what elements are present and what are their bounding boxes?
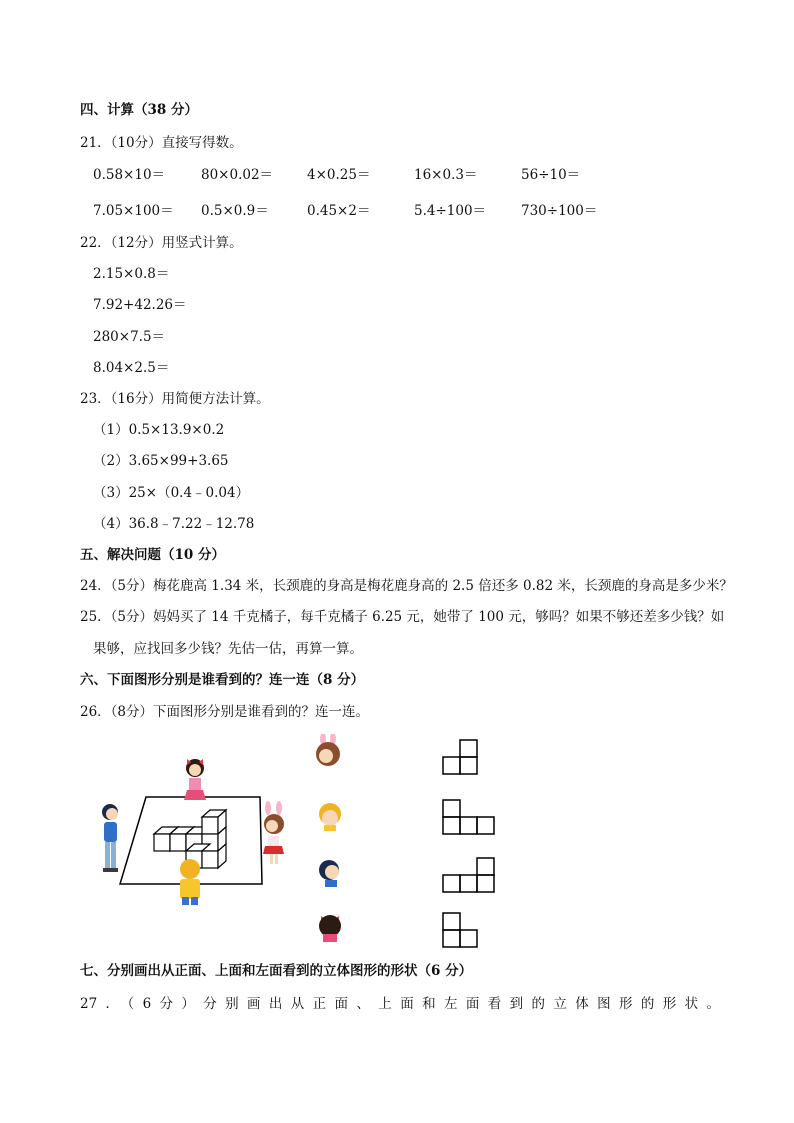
calc-item: 0.58×10＝: [93, 167, 166, 183]
q23-label: 23．（16分）用简便方法计算。: [80, 391, 270, 407]
calc-item: 0.5×0.9＝: [201, 203, 269, 219]
girl-head-bunny-icon[interactable]: [315, 734, 341, 768]
calc-item: 56÷10＝: [521, 167, 581, 183]
calc-item: 4×0.25＝: [307, 167, 371, 183]
simplify-item: （1）0.5×13.9×0.2: [93, 422, 225, 438]
q26-text: 26．（8分）下面图形分别是谁看到的？连一连。: [80, 704, 370, 720]
vertical-calc-item: 7.92+42.26＝: [93, 297, 187, 313]
view-shape-1[interactable]: [441, 738, 481, 778]
simplify-item: （3）25×（0.4﹣0.04）: [93, 485, 250, 501]
section7-title: 七、分别画出从正面、上面和左面看到的立体图形的形状（6 分）: [80, 963, 473, 979]
q25-text: 25．（5分）妈妈买了 14 千克橘子，每千克橘子 6.25 元，她带了 100 元，够吗？如果不够还差多少钱？如: [80, 609, 725, 625]
section5-title: 五、解决问题（10 分）: [80, 547, 225, 563]
simplify-item: （4）36.8﹣7.22﹣12.78: [93, 516, 255, 532]
simplify-item: （2）3.65×99+3.65: [93, 453, 229, 469]
q27-text: 27．（6分）分别画出从正面、上面和左面看到的立体图形的形状。: [80, 996, 720, 1012]
girl-head-back-icon[interactable]: [317, 910, 343, 942]
vertical-calc-item: 280×7.5＝: [93, 329, 166, 345]
calc-item: 0.45×2＝: [307, 203, 371, 219]
scene-illustration: [90, 752, 320, 907]
q22-label: 22．（12分）用竖式计算。: [80, 235, 243, 251]
calc-item: 16×0.3＝: [414, 167, 478, 183]
girl-right-figure: [263, 801, 284, 864]
view-shape-4[interactable]: [441, 911, 481, 951]
girl-top-figure: [184, 759, 206, 800]
q25-text-cont: 果够，应找回多少钱？先估一估，再算一算。: [93, 641, 363, 657]
calc-item: 80×0.02＝: [201, 167, 274, 183]
boy-head-yellow-icon[interactable]: [317, 801, 343, 831]
boy-left-figure: [102, 804, 118, 872]
section4-title: 四、计算（38 分）: [80, 102, 198, 118]
calc-item: 7.05×100＝: [93, 203, 174, 219]
view-shape-2[interactable]: [441, 798, 499, 838]
calc-item: 5.4÷100＝: [414, 203, 487, 219]
q21-label: 21．（10分）直接写得数。: [80, 135, 243, 151]
boy-front-figure: [180, 859, 200, 905]
view-shape-3[interactable]: [441, 856, 499, 896]
q24-text: 24．（5分）梅花鹿高 1.34 米，长颈鹿的身高是梅花鹿身高的 2.5 倍还多 0.82 米，长颈鹿的身高是多少米？: [80, 578, 733, 594]
section6-title: 六、下面图形分别是谁看到的？连一连（8 分）: [80, 672, 365, 688]
boy-head-side-icon[interactable]: [317, 857, 343, 887]
vertical-calc-item: 8.04×2.5＝: [93, 360, 170, 376]
vertical-calc-item: 2.15×0.8＝: [93, 266, 170, 282]
calc-item: 730÷100＝: [521, 203, 598, 219]
